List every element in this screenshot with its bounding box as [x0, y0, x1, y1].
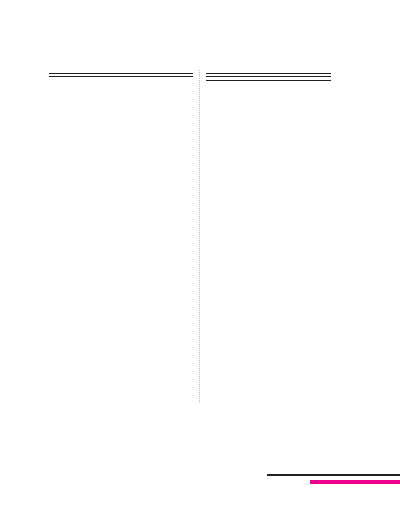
- page-range: [172, 73, 193, 74]
- page-range: [172, 76, 193, 77]
- chapter-heading: [206, 76, 331, 77]
- chapter-number: [206, 76, 214, 77]
- decorative-black-bar: [267, 474, 400, 476]
- entry-title: [221, 73, 257, 74]
- chapter-heading: [49, 73, 193, 74]
- chapter-heading: [49, 76, 193, 77]
- page-range: [310, 73, 331, 74]
- decorative-pink-bar: [310, 480, 400, 484]
- column-divider: [199, 70, 200, 403]
- entry-title: [64, 73, 79, 74]
- chapter-heading: [206, 73, 331, 74]
- chapter-number: [49, 76, 57, 77]
- toc-right-column: [206, 70, 331, 81]
- entry-title: [221, 80, 264, 81]
- entry-title: [64, 76, 84, 77]
- entry-title: [221, 76, 314, 77]
- toc-left-column: [49, 70, 193, 77]
- chapter-heading: [206, 80, 331, 81]
- page-range: [310, 76, 331, 77]
- chapter-number: [206, 73, 214, 74]
- page-range: [310, 80, 331, 81]
